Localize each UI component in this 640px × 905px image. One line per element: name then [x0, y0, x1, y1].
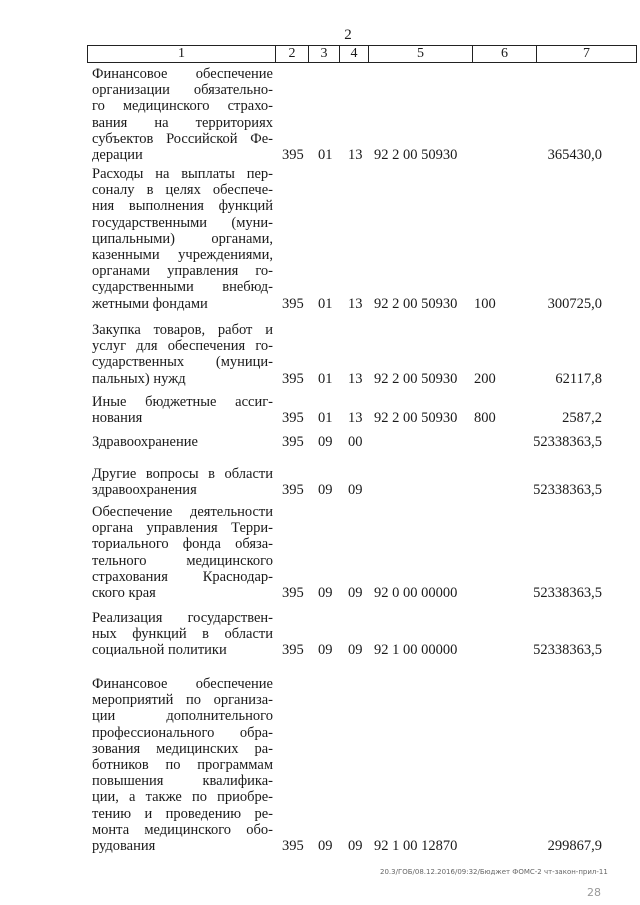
header-col-6: 6	[473, 46, 537, 62]
description-line: здравоохранения	[92, 482, 197, 499]
cell-col-7: 299867,9	[547, 838, 602, 854]
description-line: жетными фондами	[92, 295, 208, 312]
description-line: органами управления го-	[92, 263, 273, 280]
header-col-4: 4	[340, 46, 369, 62]
cell-col-5: 92 2 00 50930	[374, 370, 458, 387]
description-line: профессионального обра-	[92, 724, 273, 741]
description-line: ных функций в области	[92, 626, 273, 643]
cell-col-4: 09	[348, 838, 363, 854]
cell-col-7: 52338363,5	[533, 482, 602, 499]
description-line: Финансовое обеспечение	[92, 66, 273, 82]
cell-col-6: 800	[474, 410, 496, 427]
row-description	[92, 394, 273, 426]
cell-col-7: 62117,8	[555, 370, 602, 387]
description-line: рудования	[92, 838, 156, 855]
cell-col-3: 09	[318, 838, 333, 854]
cell-col-2: 395	[282, 838, 304, 854]
description-line: пальных) нужд	[92, 370, 186, 387]
description-line: Здравоохранение	[92, 434, 198, 450]
row-description	[92, 166, 273, 312]
description-line: Расходы на выплаты пер-	[92, 166, 273, 182]
cell-col-5: 92 2 00 50930	[374, 295, 458, 312]
cell-col-3: 01	[318, 370, 333, 387]
description-line: услуг для обеспечения го-	[92, 338, 273, 355]
header-col-2: 2	[276, 46, 309, 62]
cell-col-5: 92 2 00 50930	[374, 410, 458, 427]
cell-col-2: 395	[282, 434, 304, 450]
description-line: соналу в целях обеспече-	[92, 182, 273, 199]
description-line: ботников по программам	[92, 757, 273, 774]
row-description	[92, 66, 273, 163]
description-line: организации обязательно-	[92, 82, 273, 99]
description-line: повышения квалифика-	[92, 773, 273, 790]
description-line: го медицинского страхо-	[92, 98, 273, 115]
cell-col-7: 365430,0	[547, 147, 602, 163]
cell-col-2: 395	[282, 295, 304, 312]
cell-col-3: 09	[318, 642, 333, 659]
description-line: ния выполнения функций	[92, 198, 273, 215]
description-line: государственными (муни-	[92, 214, 273, 231]
description-line: зования медицинских ра-	[92, 740, 273, 757]
description-line: дерации	[92, 147, 143, 164]
header-col-1: 1	[88, 46, 276, 62]
cell-col-2: 395	[282, 482, 304, 499]
description-line: тельного медицинского	[92, 552, 273, 569]
header-col-5: 5	[369, 46, 473, 62]
corner-mark: 28	[587, 886, 601, 899]
row-description	[92, 466, 273, 498]
cell-col-5: 92 0 00 00000	[374, 585, 458, 601]
description-line: Обеспечение деятельности	[92, 504, 273, 520]
description-line: монта медицинского обо-	[92, 821, 273, 838]
header-col-7: 7	[583, 46, 590, 61]
row-description	[92, 504, 273, 601]
description-line: мероприятий по организа-	[92, 692, 273, 709]
cell-col-7: 52338363,5	[533, 585, 602, 601]
cell-col-4: 09	[348, 585, 363, 601]
cell-col-2: 395	[282, 585, 304, 601]
description-line: Другие вопросы в области	[92, 466, 273, 482]
table-header	[87, 45, 637, 63]
cell-col-3: 09	[318, 585, 333, 601]
cell-col-4: 13	[348, 147, 363, 163]
page-number: 2	[344, 27, 352, 43]
cell-col-7: 52338363,5	[533, 434, 602, 450]
cell-col-4: 09	[348, 642, 363, 659]
row-description	[92, 676, 273, 854]
description-line: Закупка товаров, работ и	[92, 322, 273, 338]
cell-col-3: 09	[318, 482, 333, 499]
cell-col-2: 395	[282, 410, 304, 427]
row-description	[92, 434, 273, 450]
cell-col-2: 395	[282, 370, 304, 387]
description-line: страхования Краснодар-	[92, 568, 273, 585]
description-line: казенными учреждениями,	[92, 247, 273, 264]
cell-col-5: 92 2 00 50930	[374, 147, 458, 163]
cell-col-4: 13	[348, 295, 363, 312]
description-line: ции дополнительного	[92, 708, 273, 725]
footer-stamp: 20.3/ГОБ/08.12.2016/09:32/Бюджет ФОМС-2 чт-закон-прил-11	[380, 868, 608, 876]
cell-col-3: 01	[318, 147, 333, 163]
description-line: субъектов Российской Фе-	[92, 130, 273, 147]
row-description	[92, 610, 273, 659]
row-description	[92, 322, 273, 387]
cell-col-2: 395	[282, 147, 304, 163]
cell-col-3: 09	[318, 434, 333, 450]
description-line: Финансовое обеспечение	[92, 676, 273, 692]
description-line: тению и проведению ре-	[92, 805, 273, 822]
description-line: социальной политики	[92, 642, 227, 659]
cell-col-5: 92 1 00 00000	[374, 642, 458, 659]
description-line: Реализация государствен-	[92, 610, 273, 626]
cell-col-4: 09	[348, 482, 363, 499]
description-line: сударственными внебюд-	[92, 279, 273, 296]
cell-col-5: 92 1 00 12870	[374, 838, 458, 854]
cell-col-3: 01	[318, 410, 333, 427]
cell-col-4: 13	[348, 410, 363, 427]
cell-col-4: 00	[348, 434, 363, 450]
description-line: сударственных (муници-	[92, 354, 273, 371]
cell-col-7: 300725,0	[547, 295, 602, 312]
cell-col-6: 200	[474, 370, 496, 387]
description-line: ципальными) органами,	[92, 230, 273, 247]
description-line: ции, а также по приобре-	[92, 789, 273, 806]
description-line: нования	[92, 410, 143, 427]
header-col-3: 3	[309, 46, 340, 62]
cell-col-7: 2587,2	[562, 410, 602, 427]
description-line: ского края	[92, 585, 156, 602]
description-line: вания на территориях	[92, 114, 273, 131]
cell-col-4: 13	[348, 370, 363, 387]
cell-col-7: 52338363,5	[533, 642, 602, 659]
description-line: ториального фонда обяза-	[92, 536, 273, 553]
description-line: органа управления Терри-	[92, 520, 273, 537]
cell-col-3: 01	[318, 295, 333, 312]
description-line: Иные бюджетные ассиг-	[92, 394, 273, 410]
cell-col-6: 100	[474, 295, 496, 312]
cell-col-2: 395	[282, 642, 304, 659]
